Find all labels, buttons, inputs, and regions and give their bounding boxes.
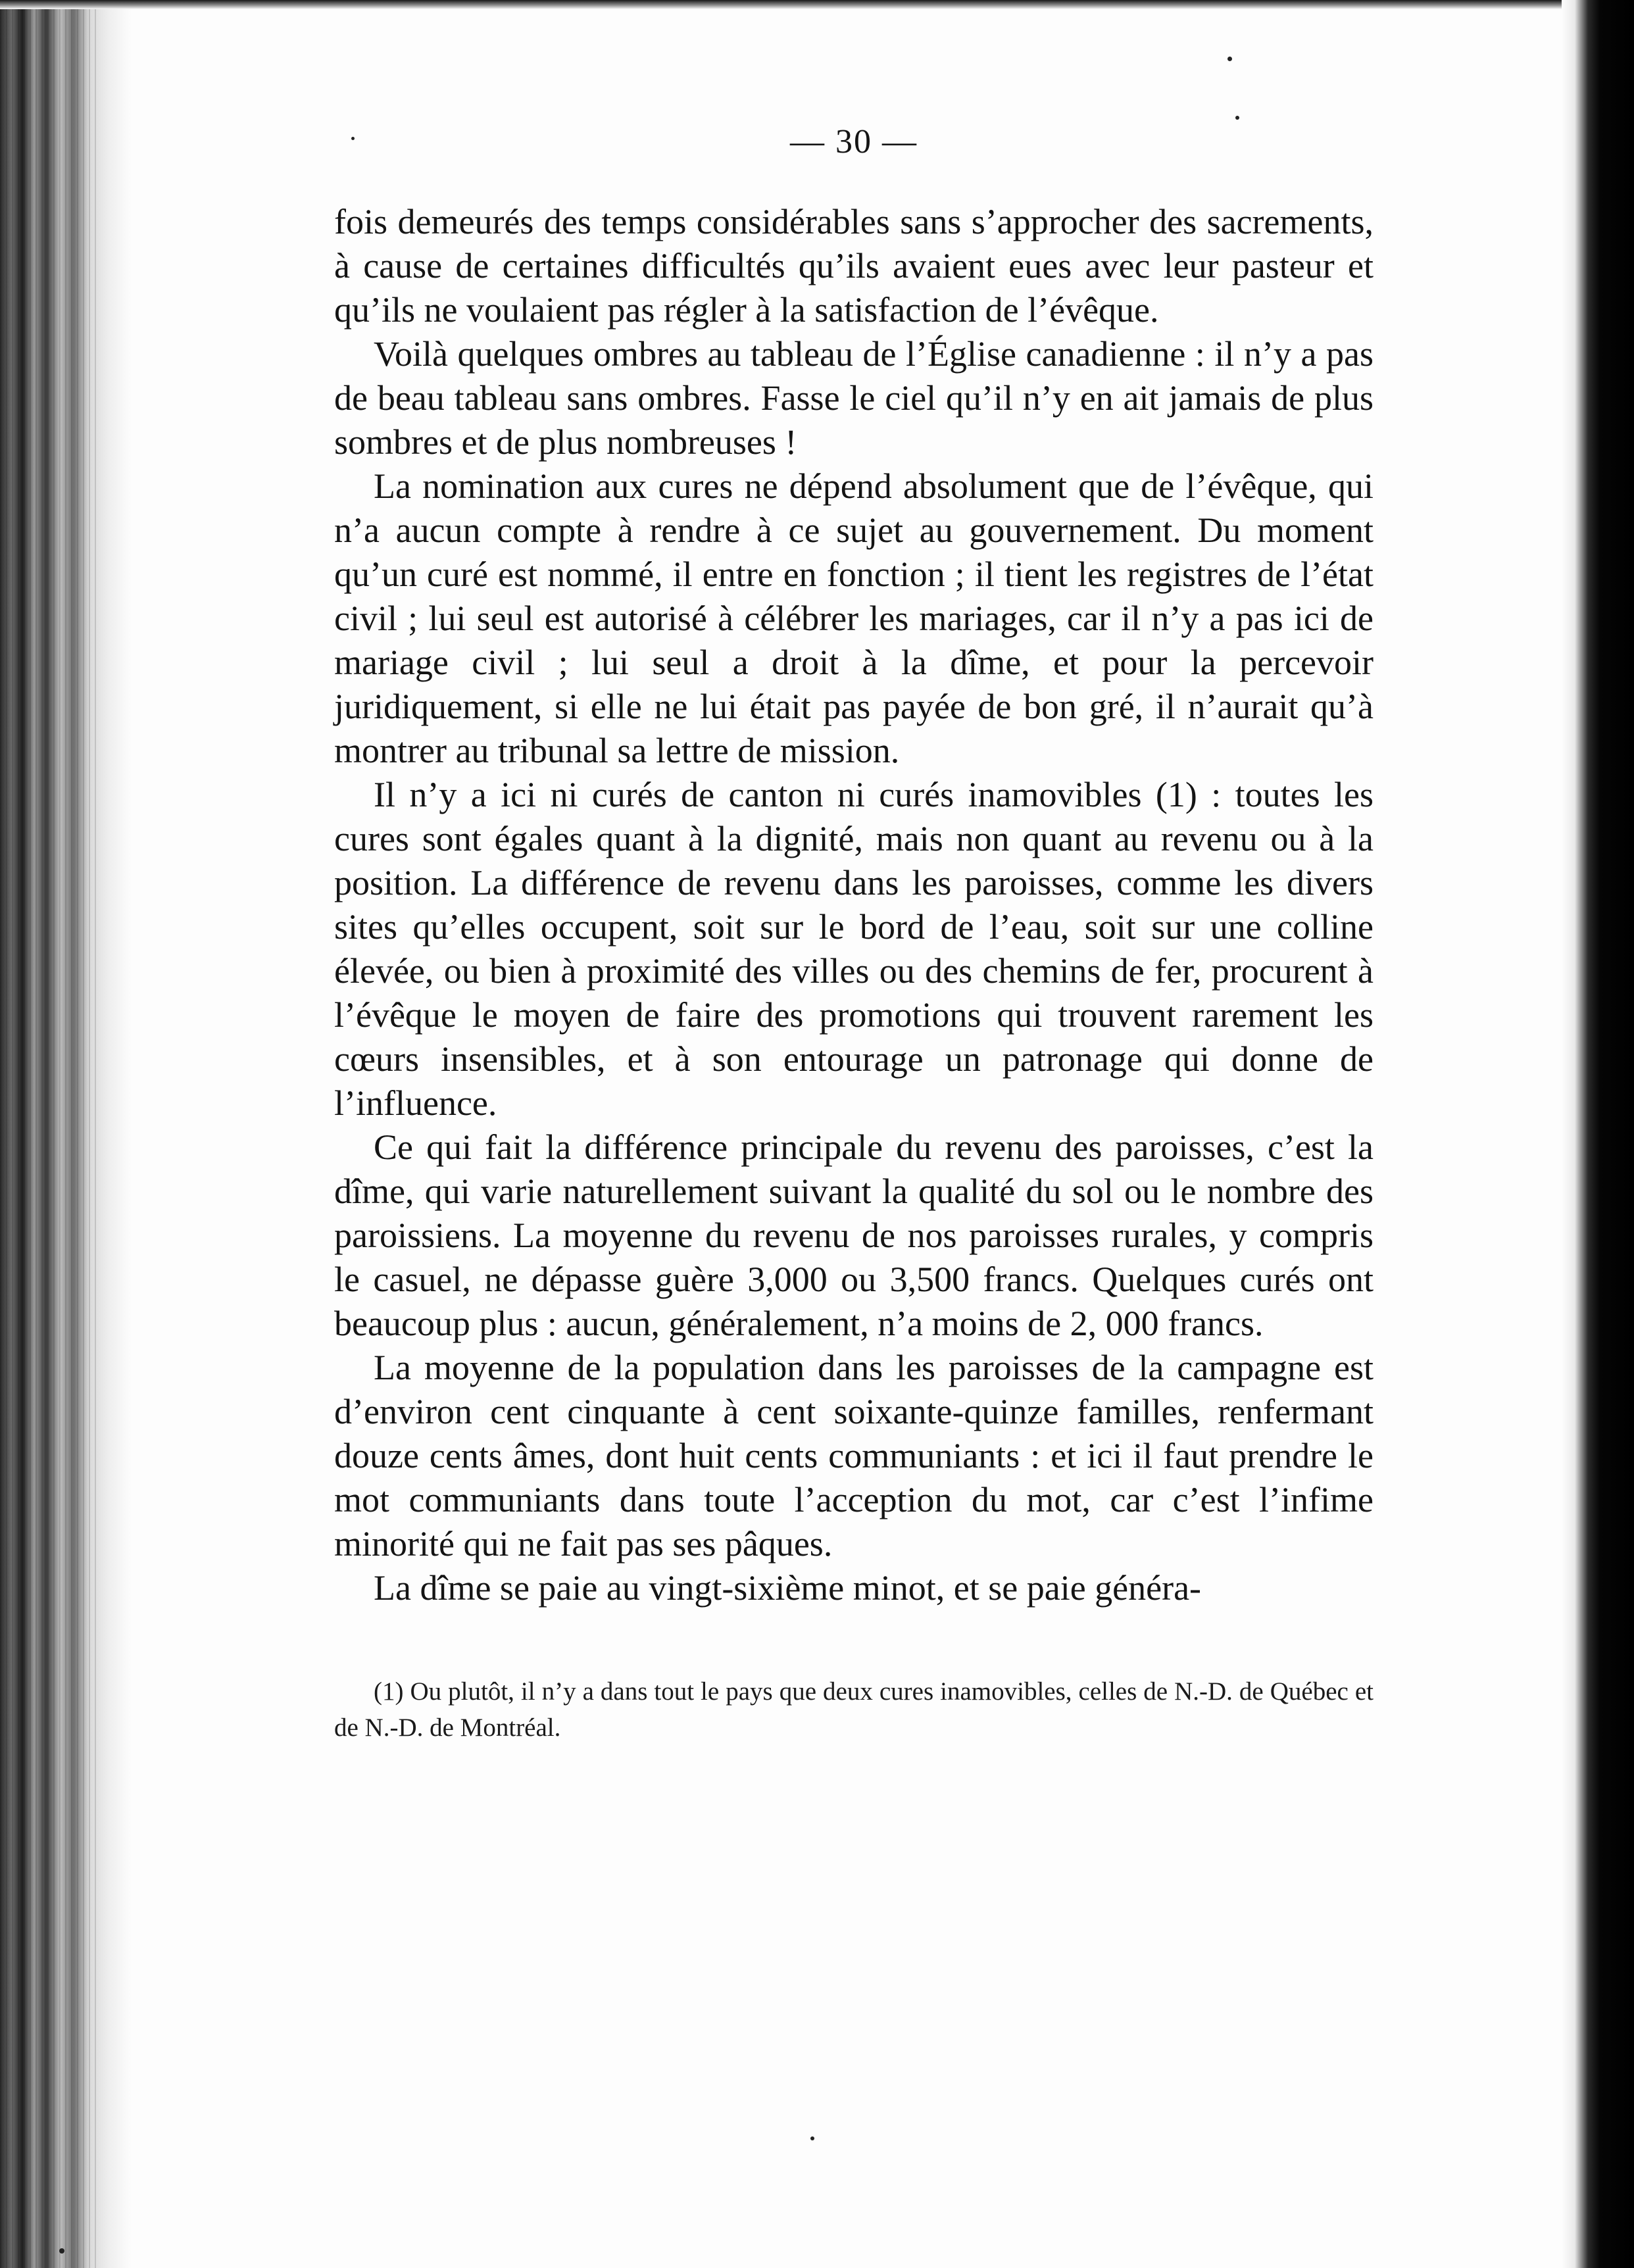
top-scan-edge: [0, 0, 1634, 9]
body-text: [334, 200, 1374, 1610]
dust-speck: [810, 2136, 814, 2140]
paragraph: La nomination aux cures ne dépend absolument que de l’évêque, qui n’a aucun compte à rendre à ce sujet au gouvernement. Du moment qu’un curé est nommé, il entre en fonction ; il tient les registres de l’état civil ; lui seul est autorisé à célébrer les mariages, car il n’y a pas ici de mariage civil ; lui seul a droit à la dîme, et pour la percevoir juridiquement, si elle ne lui était pas payée de bon gré, il n’aurait qu’à montrer au tribunal sa lettre de mission.: [334, 466, 1374, 770]
page-number: — 30 —: [790, 123, 918, 160]
dust-speck: [1227, 57, 1232, 61]
paragraph: Ce qui fait la différence principale du revenu des paroisses, c’est la dîme, qui varie naturellement suivant la qualité du sol ou le nombre des paroissiens. La moyenne du revenu de nos paroisses rurales, y compris le casuel, ne dépasse guère 3,000 ou 3,500 francs. Quelques curés ont beaucoup plus : aucun, généralement, n’a moins de 2, 000 francs.: [334, 1127, 1374, 1343]
dust-speck: [59, 2248, 64, 2254]
page-edge-lines: [0, 0, 99, 2268]
paragraph: La dîme se paie au vingt-sixième minot, et se paie généra-: [374, 1568, 1202, 1608]
right-scan-edge: [1562, 0, 1634, 2268]
paragraph: La moyenne de la population dans les paroisses de la campagne est d’environ cent cinquante à cent soixante-quinze familles, renfermant douze cents âmes, dont huit cents communiants : et ici il faut prendre le mot communiants dans toute l’acception du mot, car c’est l’infime minorité qui ne fait pas ses pâques.: [334, 1348, 1374, 1564]
paragraph: Voilà quelques ombres au tableau de l’Église canadienne : il n’y a pas de beau tableau sans ombres. Fasse le ciel qu’il n’y en ait jamais de plus sombres et de plus nombreuses !: [334, 334, 1374, 462]
footnote: (1) Ou plutôt, il n’y a dans tout le pays que deux cures inamovibles, celles de N.-D. de Québec et de N.-D. de Montréal.: [334, 1677, 1374, 1742]
paragraph: Il n’y a ici ni curés de canton ni curés inamovibles (1) : toutes les cures sont égales quant à la dignité, mais non quant au revenu ou à la position. La différence de revenu dans les paroisses, comme les divers sites qu’elles occupent, soit sur le bord de l’eau, soit sur une colline élevée, ou bien à proximité des villes ou des chemins de fer, procurent à l’évêque le moyen de faire des promotions qui trouvent rarement les cœurs insensibles, et à son entourage un patronage qui donne de l’influence.: [334, 775, 1374, 1123]
dust-speck: [1235, 116, 1239, 120]
paragraph: fois demeurés des temps considérables sans s’approcher des sacrements, à cause de certaines difficultés qu’ils avaient eues avec leur pasteur et qu’ils ne voulaient pas régler à la satisfaction de l’évêque.: [334, 202, 1374, 330]
text-block: [334, 125, 1374, 1746]
footnote-spacer: [334, 1610, 1374, 1673]
